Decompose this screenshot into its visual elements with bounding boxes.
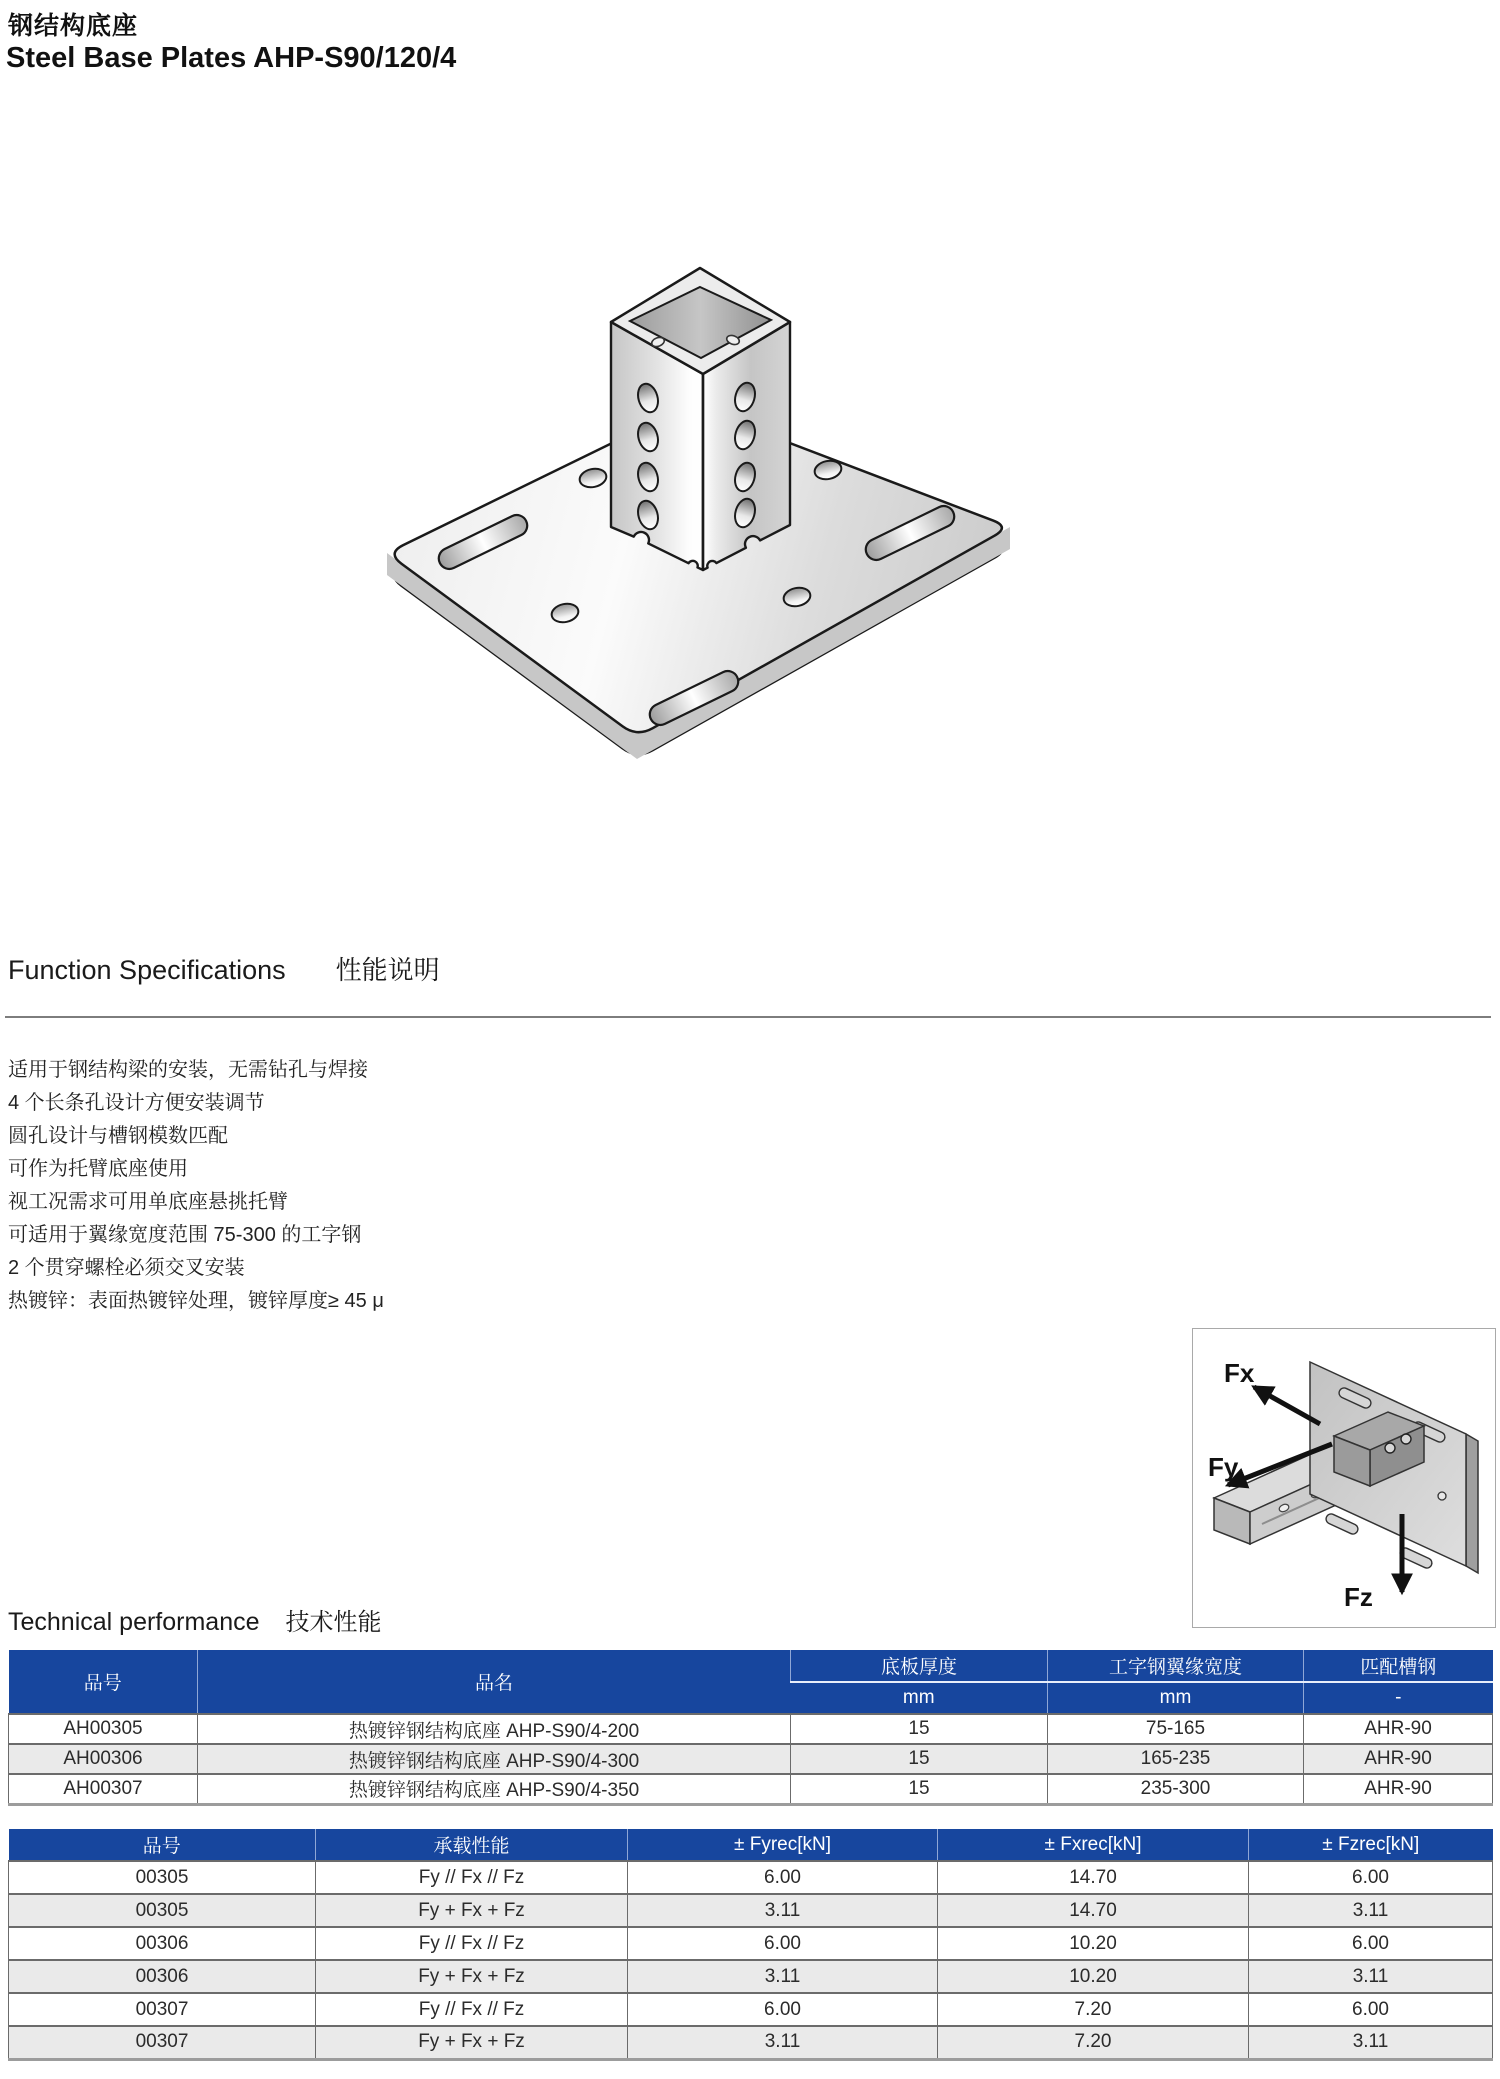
table-row [9,1993,1493,2026]
heading-function-en: Function Specifications [8,955,286,985]
spec-item: 热镀锌：表面热镀锌处理，镀锌厚度≥ 45 μ [8,1290,384,1312]
cell-part-name: 热镀锌钢结构底座 AHP-S90/4-350 [198,1774,791,1804]
load-performance-table [8,1829,1493,2061]
cell-load-case: Fy // Fx // Fz [316,1861,628,1894]
cell-part-name: 热镀锌钢结构底座 AHP-S90/4-200 [198,1714,791,1744]
page-title-en: Steel Base Plates AHP-S90/120/4 [6,42,457,74]
section-heading-technical [8,1602,382,1637]
fz-label: Fz [1344,1582,1373,1612]
spec-item: 圆孔设计与槽钢模数匹配 [8,1125,228,1147]
cell-fxrec: 7.20 [938,1993,1249,2026]
force-diagram [1192,1328,1496,1628]
table-row [9,1744,1493,1774]
cell-fxrec: 10.20 [938,1927,1249,1960]
col-header-part-name: 品名 [198,1650,791,1714]
cell-part-no: 00306 [9,1960,316,1993]
cell-part-no: 00307 [9,1993,316,2026]
table-header-row [9,1829,1493,1861]
heading-technical-zh: 技术性能 [285,1609,382,1636]
cell-channel: AHR-90 [1304,1774,1493,1804]
cell-part-name: 热镀锌钢结构底座 AHP-S90/4-300 [198,1744,791,1774]
cell-fxrec: 10.20 [938,1960,1249,1993]
section-heading-function-specs [8,950,440,987]
spec-item: 2 个贯穿螺栓必须交叉安装 [8,1257,245,1279]
cell-channel: AHR-90 [1304,1744,1493,1774]
cell-flange-range: 165-235 [1048,1744,1304,1774]
col-header-plate-thickness: 底板厚度 [791,1650,1048,1682]
unit-mm: mm [791,1682,1048,1714]
unit-mm: mm [1048,1682,1304,1714]
cell-thickness: 15 [791,1744,1048,1774]
fx-label: Fx [1224,1358,1255,1388]
unit-dash: - [1304,1682,1493,1714]
cell-part-no: AH00306 [9,1744,198,1774]
cell-part-no: 00306 [9,1927,316,1960]
fy-label: Fy [1208,1452,1239,1482]
column-tube [611,268,790,570]
page-title-zh: 钢结构底座 [8,12,139,40]
cell-fzrec: 3.11 [1249,2026,1493,2059]
col-header-fzrec: ± Fzrec[kN] [1249,1829,1493,1861]
spec-item: 可适用于翼缘宽度范围 75-300 的工字钢 [8,1224,362,1246]
cell-part-no: 00305 [9,1861,316,1894]
cell-fzrec: 3.11 [1249,1960,1493,1993]
cell-fyrec: 6.00 [628,1927,938,1960]
cell-load-case: Fy + Fx + Fz [316,1960,628,1993]
cell-part-no: AH00307 [9,1774,198,1804]
cell-load-case: Fy + Fx + Fz [316,2026,628,2059]
cell-flange-range: 235-300 [1048,1774,1304,1804]
col-header-part-no: 品号 [9,1829,316,1861]
cell-fxrec: 14.70 [938,1894,1249,1927]
cell-fyrec: 6.00 [628,1993,938,2026]
cell-flange-range: 75-165 [1048,1714,1304,1744]
table-row [9,1774,1493,1804]
cell-fzrec: 6.00 [1249,1861,1493,1894]
heading-technical-en: Technical performance [8,1608,260,1636]
cell-load-case: Fy // Fx // Fz [316,1927,628,1960]
spec-item: 4 个长条孔设计方便安装调节 [8,1092,265,1114]
cell-fzrec: 6.00 [1249,1927,1493,1960]
col-header-load-case: 承载性能 [316,1829,628,1861]
cell-thickness: 15 [791,1714,1048,1744]
cell-fzrec: 6.00 [1249,1993,1493,2026]
cell-part-no: 00305 [9,1894,316,1927]
col-header-fxrec: ± Fxrec[kN] [938,1829,1249,1861]
table-row [9,1861,1493,1894]
col-header-part-no: 品号 [9,1650,198,1714]
table-header-row [9,1650,1493,1682]
table-row [9,1714,1493,1744]
cell-fyrec: 6.00 [628,1861,938,1894]
cell-fyrec: 3.11 [628,2026,938,2059]
products-table [8,1650,1493,1806]
product-illustration [280,140,1040,820]
col-header-fyrec: ± Fyrec[kN] [628,1829,938,1861]
heading-function-zh: 性能说明 [335,955,440,985]
spec-item: 视工况需求可用单底座悬挑托臂 [8,1191,288,1213]
cell-part-no: AH00305 [9,1714,198,1744]
cell-fyrec: 3.11 [628,1960,938,1993]
cell-part-no: 00307 [9,2026,316,2059]
cell-fxrec: 7.20 [938,2026,1249,2059]
table-row [9,1894,1493,1927]
cell-load-case: Fy // Fx // Fz [316,1993,628,2026]
section-divider [5,1016,1491,1018]
cell-load-case: Fy + Fx + Fz [316,1894,628,1927]
cell-channel: AHR-90 [1304,1714,1493,1744]
cell-fxrec: 14.70 [938,1861,1249,1894]
spec-item: 可作为托臂底座使用 [8,1158,188,1180]
table-row [9,1927,1493,1960]
table-row [9,2026,1493,2059]
cell-thickness: 15 [791,1774,1048,1804]
col-header-matching-channel: 匹配槽钢 [1304,1650,1493,1682]
spec-item: 适用于钢结构梁的安装，无需钻孔与焊接 [8,1059,368,1081]
col-header-flange-width: 工字钢翼缘宽度 [1048,1650,1304,1682]
spec-list [8,1054,384,1318]
table-row [9,1960,1493,1993]
cell-fyrec: 3.11 [628,1894,938,1927]
cell-fzrec: 3.11 [1249,1894,1493,1927]
